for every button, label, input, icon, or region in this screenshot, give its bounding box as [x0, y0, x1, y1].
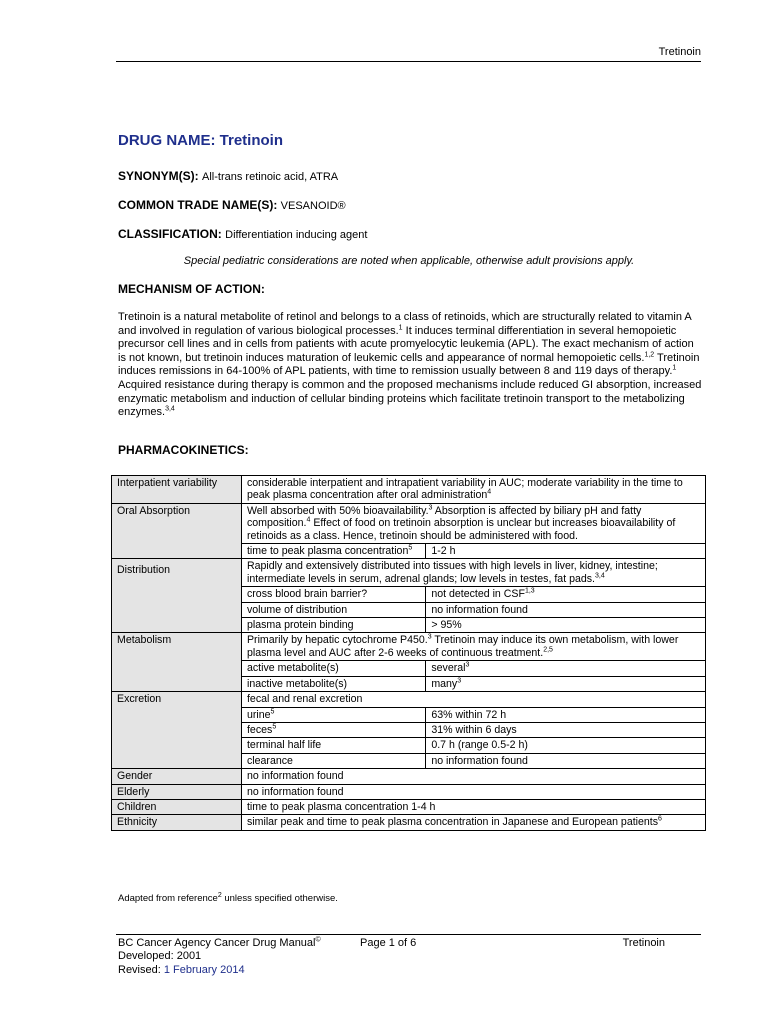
citation: 4	[487, 488, 492, 496]
row-value-oral-absorption	[241, 503, 705, 543]
sub-value-half-life: 0.7 h (range 0.5-2 h)	[426, 738, 706, 753]
citation: 5	[408, 544, 413, 552]
cell-text: similar peak and time to peak plasma concentration in Japanese and European patients	[246, 816, 659, 829]
adapted-note	[118, 893, 338, 904]
row-label-oral-absorption: Oral Absorption	[112, 503, 242, 559]
citation: 2	[217, 891, 222, 899]
footer-revised-label: Revised:	[118, 964, 164, 976]
citation: 5	[272, 723, 277, 731]
row-label-children: Children	[112, 799, 242, 814]
classification-label: CLASSIFICATION:	[118, 227, 222, 241]
mechanism-heading: MECHANISM OF ACTION:	[118, 282, 265, 296]
table-row	[112, 503, 706, 543]
citation: 1	[672, 364, 677, 372]
citation: 3	[427, 633, 432, 641]
row-label-distribution: Distribution	[112, 559, 242, 633]
page-header-title: Tretinoin	[658, 46, 701, 58]
citation: 3,4	[165, 405, 175, 413]
mechanism-text-2: It induces terminal differentiation in several hemopoietic precursor cell lines and in cells from patients with acute promyelocytic leukemia (APL). The exact mechanism of action is not known, but tretinoin induces maturation of leukemic cells and appearance of normal hemopoietic cells.	[118, 324, 694, 364]
citation: 1,3	[524, 587, 535, 595]
classification-field	[118, 227, 367, 241]
sub-label-feces	[241, 722, 425, 737]
mechanism-text-4: Acquired resistance during therapy is common and the proposed mechanisms include reduced GI absorption, increased enzymatic metabolism and induction of cellular binding proteins which facilitate tretinoin transport to the metabolizing enzymes.	[118, 378, 702, 419]
cell-text: time to peak plasma concentration	[246, 545, 409, 558]
table-row	[112, 784, 706, 799]
citation: 1,2	[644, 351, 655, 359]
cell-text: Rapidly and extensively distributed into tissues with high levels in liver, kidney, intestine; intermediate levels in serum, adrenal glands; low levels in testes, fat pads.	[246, 560, 658, 585]
row-label-excretion: Excretion	[112, 692, 242, 769]
cell-text: Well absorbed with 50% bioavailability.	[246, 504, 429, 517]
drug-name-label: DRUG NAME	[118, 132, 211, 149]
table-row	[112, 799, 706, 814]
copyright-mark: ©	[315, 936, 321, 944]
cell-text: feces	[246, 723, 273, 736]
citation: 5	[270, 707, 275, 715]
footer-manual	[118, 937, 321, 949]
citation: 2,5	[543, 646, 553, 654]
pharmacokinetics-table	[111, 475, 706, 831]
sub-label-time-to-peak	[241, 544, 425, 559]
citation: 3	[457, 677, 462, 685]
row-value-metabolism	[241, 633, 705, 661]
citation: 4	[306, 516, 311, 524]
table-row	[112, 476, 706, 504]
footer-manual-text: BC Cancer Agency Cancer Drug Manual	[118, 937, 316, 949]
trade-names-label: COMMON TRADE NAME(S):	[118, 198, 278, 212]
table-row	[112, 633, 706, 661]
citation: 6	[658, 815, 662, 823]
citation: 3	[428, 504, 433, 512]
sub-label-ppb: plasma protein binding	[241, 618, 425, 633]
sub-value-cbb	[426, 587, 706, 602]
cell-text: not detected in CSF	[431, 588, 525, 601]
drug-name-heading: DRUG NAME: Tretinoin	[118, 132, 284, 149]
row-label-interpatient: Interpatient variability	[112, 476, 242, 504]
drug-name-value: Tretinoin	[219, 132, 284, 149]
footer-drug-name: Tretinoin	[622, 937, 665, 949]
sub-label-cbb: cross blood brain barrier?	[241, 587, 425, 602]
row-label-metabolism: Metabolism	[112, 633, 242, 692]
table-row	[112, 692, 706, 707]
row-label-gender: Gender	[112, 769, 242, 784]
sub-value-clearance: no information found	[426, 753, 706, 768]
sub-label-half-life: terminal half life	[241, 738, 425, 753]
footer-rule	[116, 934, 701, 935]
synonyms-label: SYNONYM(S):	[118, 169, 199, 183]
pharmacokinetics-heading: PHARMACOKINETICS:	[118, 443, 249, 457]
sub-value-active-metabolites	[426, 661, 706, 676]
cell-text: Primarily by hepatic cytochrome P450.	[246, 634, 428, 647]
cell-text: considerable interpatient and intrapatient variability in AUC; moderate variability in the time to peak plasma concentration after oral administration	[246, 477, 683, 502]
cell-text: several	[431, 662, 466, 675]
pediatric-note: Special pediatric considerations are noted when applicable, otherwise adult provisions apply.	[183, 255, 635, 267]
sub-value-feces: 31% within 6 days	[426, 722, 706, 737]
citation: 3,4	[595, 572, 605, 580]
adapted-text: Adapted from reference	[118, 893, 218, 904]
row-value-ethnicity	[241, 815, 705, 830]
row-value-elderly: no information found	[241, 784, 705, 799]
row-value-interpatient	[241, 476, 705, 504]
cell-text: many	[431, 677, 458, 690]
mechanism-text-1: Tretinoin is a natural metabolite of retinol and belongs to a class of retinoids, which are structurally related to vitamin A and involved in regulation of various biological processes.	[118, 311, 692, 337]
row-label-ethnicity: Ethnicity	[112, 815, 242, 830]
row-label-elderly: Elderly	[112, 784, 242, 799]
table-row	[112, 815, 706, 830]
cell-text: Absorption is affected by biliary pH and fatty composition.	[246, 504, 642, 530]
synonyms-field	[118, 169, 338, 183]
table-row	[112, 769, 706, 784]
sub-label-urine	[241, 707, 425, 722]
row-value-excretion: fecal and renal excretion	[241, 692, 705, 707]
synonyms-value: All-trans retinoic acid, ATRA	[202, 171, 339, 183]
mechanism-paragraph	[118, 311, 703, 420]
row-value-distribution	[241, 559, 705, 587]
citation: 1	[398, 323, 403, 331]
citation: 3	[465, 661, 470, 669]
mechanism-text-3: Tretinoin induces remissions in 64-100% of APL patients, with time to remission usually between 8 and 119 days of therapy.	[118, 351, 700, 378]
footer-developed: Developed: 2001	[118, 950, 202, 962]
footer-page-number: Page 1 of 6	[360, 937, 417, 949]
sub-label-vod: volume of distribution	[241, 602, 425, 617]
adapted-text: unless specified otherwise.	[221, 893, 338, 904]
sub-label-clearance: clearance	[241, 753, 425, 768]
footer-revised	[118, 964, 245, 976]
trade-names-field	[118, 198, 346, 212]
sub-value-urine: 63% within 72 h	[426, 707, 706, 722]
sub-label-active-metabolites: active metabolite(s)	[241, 661, 425, 676]
header-rule	[116, 61, 701, 62]
cell-text: Tretinoin may induce its own metabolism, with lower plasma level and AUC after 2-6 weeks of continuous treatment.	[246, 634, 679, 659]
trade-names-value: VESANOID®	[280, 200, 346, 212]
row-value-children: time to peak plasma concentration 1-4 h	[241, 799, 705, 814]
sub-label-inactive-metabolites: inactive metabolite(s)	[241, 676, 425, 691]
cell-text: Effect of food on tretinoin absorption is unclear but increases bioavailability of retinoids as a class. Hence, tretinoin should be administered with food.	[246, 517, 676, 542]
table-row	[112, 559, 706, 587]
sub-value-time-to-peak: 1-2 h	[426, 544, 706, 559]
sub-value-ppb: > 95%	[426, 618, 706, 633]
sub-value-vod: no information found	[426, 602, 706, 617]
classification-value: Differentiation inducing agent	[225, 229, 368, 241]
row-value-gender: no information found	[241, 769, 705, 784]
footer-revised-date[interactable]: 1 February 2014	[163, 964, 245, 976]
sub-value-inactive-metabolites	[426, 676, 706, 691]
cell-text: urine	[246, 708, 271, 721]
